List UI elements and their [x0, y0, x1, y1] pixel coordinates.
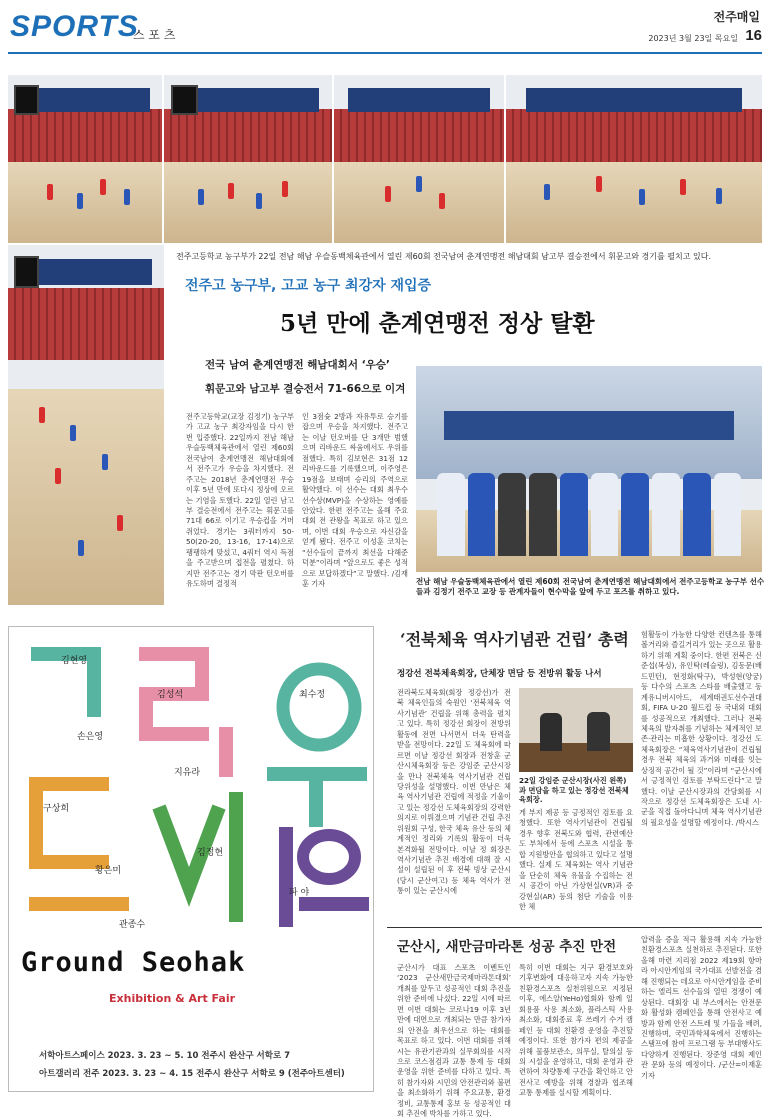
artist-name: 구상희	[43, 804, 70, 814]
article-subheadline-1: 전국 남여 춘계연맹전 해남대회서 ‘우승’	[205, 359, 390, 371]
article-divider	[387, 927, 762, 928]
artist-name: 파 야	[289, 888, 310, 898]
article3-column-3: 압력을 증을 적극 활용해 지속 가능한 친환경스포츠 실천하로 추진된다. 또한 올해 마련 지리점 2022 제19회 항마라 아시안게임의 국가대표 선발전을 겸해 진행되는 데요로 아시안게임을 준비하는 엘리트 선수들의 열띤 경쟁이 예상된다. 대회장 내 부스에서는 안전문화 활성화 캠페인을 통해 안전사고 예방과 함께 안전 스트레 및 가들을 배려, 진행하며, 국민과학체육에서 진행하는 스탬프에 참여 프로그램 등 부대행사도 다양하게 진행된다. 장준영 대회 제인관 문화 등의 예정이다. /군산=이재훈 기자	[641, 935, 762, 1080]
artist-name: 지유라	[174, 768, 201, 778]
article2-subheadline: 정강선 전북체육회장, 단체장 면담 등 전방위 활동 나서	[397, 669, 602, 679]
game-photo-2	[164, 75, 332, 243]
artist-name: 김현영	[61, 656, 88, 666]
article2-column-3: 험활동이 가능한 다양한 컨텐츠를 통해 볼거리와 즐길거리가 있는 곳으로 활용하기 위해 계획 중이다. 한편 전북은 신준섭(복싱), 유인탁(레슬링), 김동문(배드민턴), 현정화(탁구), 박성현(양궁) 등 다수의 스포츠 스타를 배출했고 동계유니버시아드, 세계태권도선수권대회, FIFA U-20 월드컵 등 국내외 대회를 성공적으로 개최했다. 그러나 전북 체육의 발자취를 기념하는 체계적인 보존·관리는 미흡한 상황이다. 정강선 도체육회장은 “체육역사기념관이 건립될 경우 전북 체육의 과거와 미래를 잇는 상징적 공간이 될 것”이라며 “군산시에서 긍정적인 검토를 부탁드린다”고 말했다. 이날 군산시장과의 간담회를 시작으로 정강선 도체육회장은 도내 시·군을 직접 돌아다니며 체육 역사기념관의 필요성을 설명할 예정이다. /박시스	[641, 630, 762, 827]
artist-name: 김정현	[197, 848, 224, 858]
game-photo-3	[334, 75, 504, 243]
article1-column-1: 전주고등학교(교장 김정기) 농구부가 고교 농구 최강자임을 다시 한번 입증했다. 22일까지 전남 해남 우슬동백체육관에서 열린 제60회 전국남여 춘계연맹전 해남대회에서 전주고가 우승을 차지했다. 전주고는 2018년 춘계연맹전 우승 이후 5년 만에 또다시 정상에 오르는 기염을 토했다. 22일 열린 남고부 결승전에서 전주고는 휘문고를 71대 66로 이기고 우승컵을 거머쥐었다. 경기는 3쿼터까지 50-50(20-20, 13-16, 17-14)으로 팽팽하게 맞섰고, 4쿼터 역시 득점을 주고받으며 접전을 펼쳤다. 하지만 전주고는 경기 막판 턴오버를 유도하며 결정적	[186, 412, 294, 588]
section-title-korean: 스 포 츠	[133, 28, 176, 42]
poster-subtitle: Exhibition & Art Fair	[109, 992, 236, 1005]
ground-seohak-poster	[8, 626, 374, 1092]
article1-column-2: 인 3점슛 2방과 자유투로 승기를 잡으며 우승을 차지했다. 전주고는 이날 턴오버를 단 3개만 범했으며 리바운드 싸움에서도 우위를 점했다. 특히 김보현은 31점 12리바운드를 기록했으며, 이주영은 19점을 보태며 승리의 주역으로 활약했다. 이 선수는 대회 최우수선수상(MVP)을 수상하는 영예를 안았다. 한편 전주고는 올해 주요 대회 전 관왕을 목표로 하고 있으며, 이번 대회 우승으로 자신감을 얻게 됐다. 전주고 이성훈 코치는 “선수들이 끝까지 최선을 다해준 덕분”이라며 “앞으로도 좋은 성적으로 보답하겠다”고 말했다. /김재훈 기자	[302, 412, 408, 588]
team-group-photo	[416, 366, 762, 572]
photo-caption-top: 전주고등학교 농구부가 22일 전남 해남 우슬동백체육관에서 열린 제60회 전국남여 춘계연맹전 해남대회 남고부 결승전에서 휘문고와 경기를 펼치고 있다.	[176, 252, 711, 261]
poster-title: Ground Seohak	[21, 947, 246, 978]
poster-graphic	[9, 627, 375, 957]
poster-venue-1: 서학아트스페이스 2023. 3. 23 ~ 5. 10 전주시 완산구 서학로 7	[39, 1051, 291, 1061]
artist-name: 손은영	[77, 732, 104, 742]
artist-name: 김성석	[157, 690, 184, 700]
issue-date: 2023년 3월 23일 목요일	[648, 34, 738, 43]
newspaper-name: 전주매일	[713, 10, 760, 24]
article-kicker: 전주고 농구부, 고교 농구 최강자 재입증	[185, 278, 432, 294]
article3-column-1: 군산시가 대표 스포츠 이벤트인 ‘2023 군산새만금국제마라톤대회’ 개최를 앞두고 성공적인 대회 추진을 위한 준비에 나섰다. 22일 시에 따르면 이번 대회는 코로나19 이후 3년 만에 대면으로 개최되는 만큼 참가자의 안전을 최우선으로 하는 대회를 목표로 하고 있다. 이번 대회를 위해 시는 유관기관과의 실무회의를 시작으로 코스점검과 교통 통제 등 대회 운영을 위한 준비를 다하고 있다. 특히 참가자와 시민의 안전관리와 불편을 최소화하기 위해 주요교통, 환경정비, 교통통제 홍보 등 성공적인 대회 추진에 박차를 가하고 있다.	[397, 963, 511, 1119]
artist-name: 관종수	[119, 920, 146, 930]
artist-name: 황은미	[95, 866, 122, 876]
game-photo-1	[8, 75, 162, 243]
group-photo-caption: 전남 해남 우슬동백체육관에서 열린 제60회 전국남여 춘계연맹전 해남대회에서 전주고등학교 농구부 선수들과 김정기 전주고 교장 등 관계자들이 현수막을 앞에 두고 포즈를 취하고 있다.	[416, 577, 765, 597]
poster-venue-2: 아트갤러리 전주 2023. 3. 23 ~ 4. 15 전주시 완산구 서학로 9 (전주아트센터)	[39, 1069, 345, 1079]
artist-name: 최수정	[299, 690, 326, 700]
meeting-photo-caption: 22일 강임준 군산시장(사진 왼쪽)과 면담을 하고 있는 정강선 전북체육회장.	[519, 776, 629, 805]
page-header	[0, 0, 770, 62]
article2-column-2: 게 부지 제공 등 긍정적인 검토를 요청했다. 또한 역사기념관이 건립될 경우 향후 전북도와 협력, 관련예산 도 부처에서 등에 스포츠 시설을 통합 지원방안을 협의하고 있다고 설명했다. 실제 도 체육회는 역사 기념관을 단순히 체육 유물을 수집하는 전시 공간이 아닌 가상현실(VR)과 증강현실(AR) 등의 첨단 기술을 이용한 체	[519, 808, 633, 911]
game-photo-4	[506, 75, 762, 243]
article-subheadline-2: 휘문고와 남고부 결승전서 71-66으로 이겨	[205, 383, 406, 395]
article2-headline: ‘전북체육 역사기념관 건립’ 총력	[400, 630, 629, 649]
article2-column-1: 전라북도체육회(회장 정강선)가 전북 체육인들의 숙원인 ‘전북체육 역사기념관’ 건립을 위해 총력을 펼치고 있다. 특히 정강선 회장이 전방위 활동에 전면 나서면서 더욱 탄력을 받을 전망이다. 22일 도 체육회에 따르면 이날 정강선 회장과 전창훈 군산시체육회장 등은 강임준 군산시장을 만나 전북체육 역사기념관 건립 당위성을 설명했다. 이번 만남은 체육 역사기념관 건립에 적정을 기울이고 있는 정강선 도체육회장의 강력한 의지로 이뤄졌으며 기념관 건립 추진위원회 구성, 한국 체육 유산 등의 체계적인 정리와 기록의 활동이 더욱 본격화될 전망이다. 이날 정 회장은 역사기념관 추진 배경에 대해 잘 시설이 설립된 이 후 전북 빙상 군산시(당시 군산여고) 등 체육 역사가 전통이 있는 군산시에	[397, 688, 511, 896]
game-photo-5	[8, 245, 164, 605]
article-headline: 5년 만에 춘계연맹전 정상 탈환	[280, 310, 595, 337]
page-number: 16	[745, 27, 762, 44]
article3-column-2: 특히 이번 대회는 지구 환경보호와 기후변화에 대응하고자 지속 가능한 친환경스포츠 실천위원으로 지정된 이후, 에스알(YeHo)협회와 함께 일회용품 사용 최소화, 플라스틱 사용 최소화, 대회종료 후 쓰레기 수거 캠페인 등 대회 친환경 운영을 추진할 예정이다. 또한 참가자 편의 제공을 위해 물품보관소, 의무실, 탈의실 등의 시설을 운영하고, 대회 운영과 관련하여 차량통제 구간을 확인하고 안전사고 예방을 위해 경찰과 협조해 교통 통제를 실시할 계획이다.	[519, 963, 633, 1098]
header-rule	[8, 52, 762, 54]
meeting-photo	[519, 688, 633, 772]
article3-headline: 군산시, 새만금마라톤 성공 추진 만전	[397, 939, 617, 955]
section-title: SPORTS	[10, 10, 139, 43]
